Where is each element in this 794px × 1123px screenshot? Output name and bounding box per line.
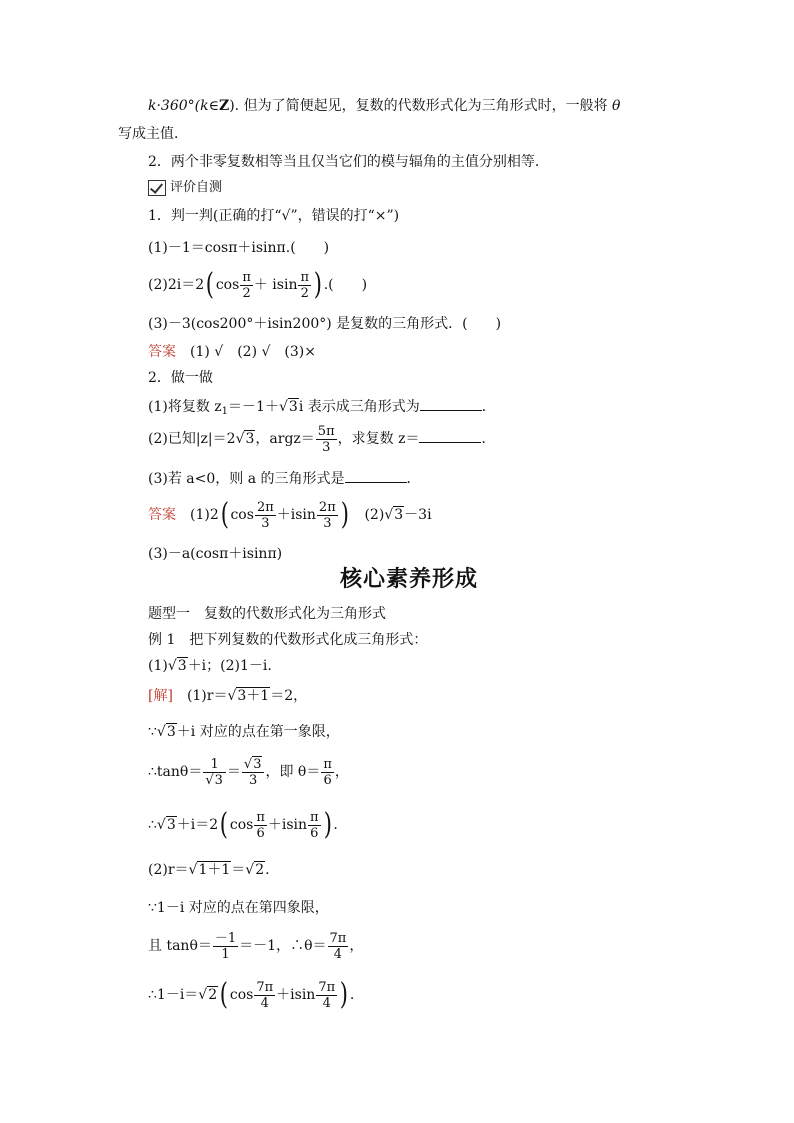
solution-line-7 <box>148 926 363 966</box>
paren-open: ( <box>220 497 229 532</box>
sqrt: √2 <box>245 862 265 878</box>
q2-title: 2．做一做 <box>148 370 213 386</box>
denominator: 2 <box>300 285 309 301</box>
text: cos <box>215 277 240 293</box>
numerator: π <box>323 756 332 772</box>
example-1-question <box>148 656 272 676</box>
q1-item-1: (1)－1＝cosπ＋isinπ.( ) <box>148 240 330 256</box>
fraction <box>316 980 337 1011</box>
solution-line-8 <box>148 978 354 1012</box>
q2-item-2 <box>148 422 495 456</box>
text: ＋i；(2)1－i. <box>187 658 272 674</box>
text: (1)r＝ <box>186 688 228 704</box>
text: (2)r＝ <box>148 862 189 878</box>
fraction <box>203 757 226 788</box>
checkmark-pen-icon <box>148 180 166 196</box>
text: ＝－1＋ <box>228 399 279 415</box>
radicand: 3 <box>288 399 298 415</box>
intro-line-1 <box>148 96 620 116</box>
sqrt: √3 <box>156 724 176 740</box>
fraction <box>254 810 267 841</box>
text: (1)将复数 z <box>148 399 222 415</box>
q2-item-3 <box>148 468 421 489</box>
numerator: π <box>310 809 319 825</box>
radicand: 1＋1 <box>198 862 231 878</box>
text: Z <box>218 98 230 114</box>
sqrt: √3 <box>384 507 404 523</box>
numerator <box>242 757 265 773</box>
fraction <box>317 500 338 531</box>
radicand: 3 <box>214 772 223 788</box>
text: (2) <box>364 507 385 523</box>
text: (1)2 <box>190 507 219 523</box>
q2-item-1 <box>148 396 496 422</box>
text: ， <box>349 938 364 954</box>
denominator: 2 <box>242 285 251 301</box>
solution-label: [解] <box>148 688 173 704</box>
text: ＝ <box>226 764 241 780</box>
q2-answer-3: (3)－a(cosπ＋isinπ) <box>148 546 283 562</box>
text: . <box>265 862 270 878</box>
answer-label: 答案 <box>148 507 176 523</box>
paren-close: ) <box>313 267 322 302</box>
text: (2)已知|z|＝2 <box>148 431 236 447</box>
text: .( ) <box>323 277 368 293</box>
fraction <box>213 931 238 962</box>
solution-line-4 <box>148 808 338 842</box>
denominator <box>203 773 226 788</box>
fraction <box>298 270 311 301</box>
text: ＋i＝2 <box>176 817 219 833</box>
fraction <box>308 810 321 841</box>
radicand: 3 <box>177 658 187 674</box>
paren-open: ( <box>205 267 215 302</box>
text: ∴tanθ＝ <box>148 764 203 780</box>
solution-line-2 <box>148 722 340 742</box>
sqrt: √1＋1 <box>188 862 231 878</box>
text: ∴1－i＝ <box>148 987 199 1003</box>
text: ． <box>406 471 421 487</box>
denominator: 4 <box>260 995 269 1011</box>
answer-blank[interactable] <box>419 428 481 443</box>
q1-title: 1．判一判(正确的打“√”，错误的打“×”) <box>148 208 400 224</box>
fraction <box>328 931 349 962</box>
intro-point-2: 2．两个非零复数相等当且仅当它们的模与辐角的主值分别相等． <box>148 154 549 170</box>
sqrt: √3 <box>278 399 298 415</box>
q2-answer <box>148 498 432 532</box>
q1-item-2 <box>148 268 367 302</box>
text: 且 tanθ＝ <box>148 938 212 954</box>
denominator: 1 <box>221 946 230 962</box>
answer-label: 答案 <box>148 344 176 360</box>
paren-open: ( <box>219 977 229 1012</box>
radicand: 2 <box>208 987 218 1003</box>
text: ，argz＝ <box>255 431 315 447</box>
sqrt: √3 <box>243 756 262 772</box>
text: θ <box>612 98 621 114</box>
text: ，即 θ＝ <box>265 764 321 780</box>
denominator: 6 <box>256 825 265 841</box>
sqrt: √3 <box>167 658 187 674</box>
text: ＋isin <box>276 507 316 523</box>
radicand: 3 <box>166 817 176 833</box>
text: . <box>349 987 355 1003</box>
sqrt: √3 <box>235 431 255 447</box>
fraction <box>255 500 276 531</box>
paren-close: ) <box>339 977 349 1012</box>
radicand: 3 <box>245 431 255 447</box>
text: ＋isin <box>267 817 308 833</box>
q1-item-3: (3)－3(cos200°＋isin200°) 是复数的三角形式．( ) <box>148 316 502 332</box>
denominator: 3 <box>322 439 331 455</box>
radicand: 3 <box>166 724 176 740</box>
text: ， <box>334 764 349 780</box>
denominator: 3 <box>261 515 270 531</box>
text: ． <box>481 399 496 415</box>
sqrt: √3＋1 <box>227 688 270 704</box>
text: ∵ <box>148 724 157 740</box>
denominator: 3 <box>249 772 258 788</box>
denominator: 4 <box>322 995 331 1011</box>
intro-line-2: 写成主值． <box>118 126 188 142</box>
fraction <box>240 270 253 301</box>
answer-blank[interactable] <box>345 468 407 483</box>
solution-line-5 <box>148 860 270 880</box>
sqrt: √3 <box>205 772 223 788</box>
answer-blank[interactable] <box>420 396 482 411</box>
numerator: 7π <box>318 979 336 995</box>
denominator: 6 <box>323 772 332 788</box>
text: ＝－1，∴θ＝ <box>239 938 327 954</box>
subscript: 1 <box>221 406 229 417</box>
text: ＋ isin <box>253 277 298 293</box>
text: (1) <box>148 658 168 674</box>
text: ＋i 对应的点在第一象限， <box>176 724 340 740</box>
radicand: 3 <box>394 507 404 523</box>
text: ，求复数 z＝ <box>337 431 420 447</box>
text: (2)2i＝2 <box>148 277 205 293</box>
solution-line-1 <box>148 686 307 706</box>
numerator: 2π <box>318 499 336 515</box>
text: ． <box>481 431 496 447</box>
text: . <box>333 817 338 833</box>
text: cos <box>229 987 254 1003</box>
fraction <box>242 757 265 788</box>
radicand: 2 <box>255 862 265 878</box>
type-1-heading: 题型一 复数的代数形式化为三角形式 <box>148 606 386 622</box>
paren-open: ( <box>219 807 229 842</box>
denominator: 4 <box>333 946 343 962</box>
fraction <box>254 980 275 1011</box>
solution-line-3 <box>148 752 349 792</box>
numerator: 2π <box>256 499 274 515</box>
numerator: 7π <box>256 979 274 995</box>
text: ＋isin <box>276 987 316 1003</box>
denominator: 6 <box>310 825 319 841</box>
numerator: π <box>256 809 265 825</box>
sqrt: √2 <box>198 987 218 1003</box>
fraction <box>316 424 337 455</box>
text: i 表示成三角形式为 <box>298 399 420 415</box>
fraction <box>321 757 334 788</box>
text: cos <box>229 817 254 833</box>
numerator: 1 <box>203 757 226 773</box>
sqrt: √3 <box>156 817 176 833</box>
denominator: 3 <box>323 515 332 531</box>
numerator: π <box>300 269 310 285</box>
numerator: π <box>242 269 251 285</box>
radicand: 3＋1 <box>237 688 270 704</box>
text: ＝ <box>231 862 246 878</box>
text: k·360°(k∈ <box>148 98 219 114</box>
numerator: －1 <box>214 930 237 946</box>
numerator: 5π <box>317 423 335 439</box>
solution-line-6: ∵1－i 对应的点在第四象限， <box>148 900 329 916</box>
answer-text: (1) √ (2) √ (3)× <box>190 344 316 360</box>
example-1: 例 1 把下列复数的代数形式化成三角形式： <box>148 632 428 648</box>
numerator: 7π <box>329 930 347 946</box>
text: (3)若 a<0，则 a 的三角形式是 <box>148 471 345 487</box>
self-test-label: 评价自测 <box>170 180 223 195</box>
section-title: 核心素养形成 <box>340 567 479 592</box>
q1-answer <box>148 342 316 362</box>
text: cos <box>230 507 254 523</box>
text: －3i <box>404 507 432 523</box>
paren-close: ) <box>340 497 349 532</box>
text: ＝2， <box>270 688 308 704</box>
paren-close: ) <box>323 807 332 842</box>
self-test-header <box>148 178 222 198</box>
radicand: 3 <box>253 756 262 772</box>
text: ∴ <box>148 817 157 833</box>
text: ). 但为了简便起见，复数的代数形式化为三角形式时，一般将 <box>229 98 608 114</box>
